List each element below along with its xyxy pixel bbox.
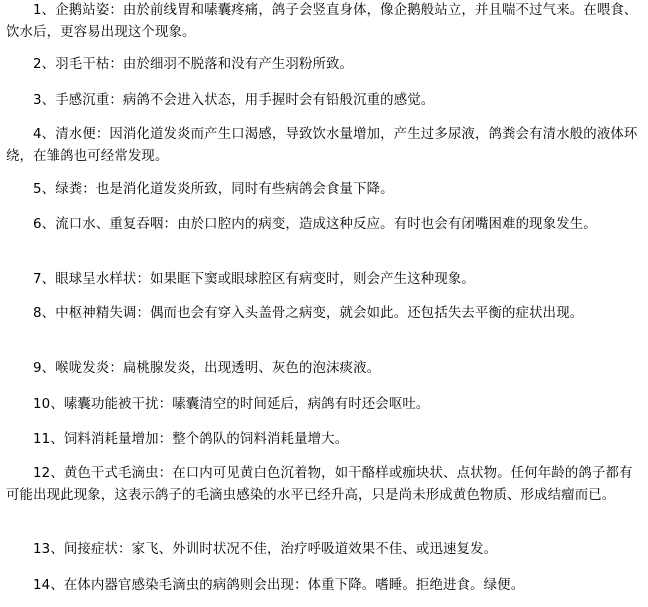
symptom-item-8: 8、中枢神精失调：偶而也会有穿入头盖骨之病变，就会如此。还包括失去平衡的症状出现。	[33, 306, 584, 321]
symptom-item-9: 9、喉咙发炎：扁桃腺发炎，出现透明、灰色的泡沫痰液。	[33, 361, 381, 376]
symptom-item-5: 5、绿粪：也是消化道发炎所致，同时有些病鸽会食量下降。	[33, 182, 394, 197]
symptom-item-2: 2、羽毛干枯：由於细羽不脱落和没有产生羽粉所致。	[33, 57, 354, 72]
symptom-item-13: 13、间接症状：家飞、外训时状况不佳，治疗呼吸道效果不佳、或迅速复发。	[33, 542, 498, 557]
symptom-item-14: 14、在体内器官感染毛滴虫的病鸽则会出现：体重下降。嗜睡。拒绝进食。绿便。	[33, 578, 525, 593]
symptom-item-6: 6、流口水、重复吞咽：由於口腔内的病变，造成这种反应。有时也会有闭嘴困难的现象发生。	[33, 217, 597, 232]
symptom-item-1: 1、企鹅站姿：由於前线胃和嗉囊疼痛，鸽子会竖直身体，像企鹅般站立，并且喘不过气来。在喂食、饮水后，更容易出现这个现象。	[6, 3, 638, 40]
symptom-item-12: 12、黄色干式毛滴虫：在口内可见黄白色沉着物，如干酪样或痂块状、点状物。任何年龄的鸽子都有可能出现此现象，这表示鸽子的毛滴虫感染的水平已经升高，只是尚未形成黄色物质、形成结瘤而已。	[6, 466, 633, 503]
symptom-item-10: 10、嗉囊功能被干扰：嗉囊清空的时间延后，病鸽有时还会呕吐。	[33, 397, 430, 412]
symptom-item-11: 11、饲料消耗量增加：整个鸽队的饲料消耗量增大。	[33, 432, 349, 447]
symptom-item-7: 7、眼球呈水样状：如果眶下窦或眼球腔区有病变时，则会产生这种现象。	[33, 272, 475, 287]
symptom-item-3: 3、手感沉重：病鸽不会进入状态，用手握时会有铅般沉重的感觉。	[33, 93, 435, 108]
symptom-item-4: 4、清水便：因消化道发炎而产生口渴感，导致饮水量增加，产生过多尿液，鸽粪会有清水般的液体环绕，在雏鸽也可经常发现。	[6, 127, 638, 164]
